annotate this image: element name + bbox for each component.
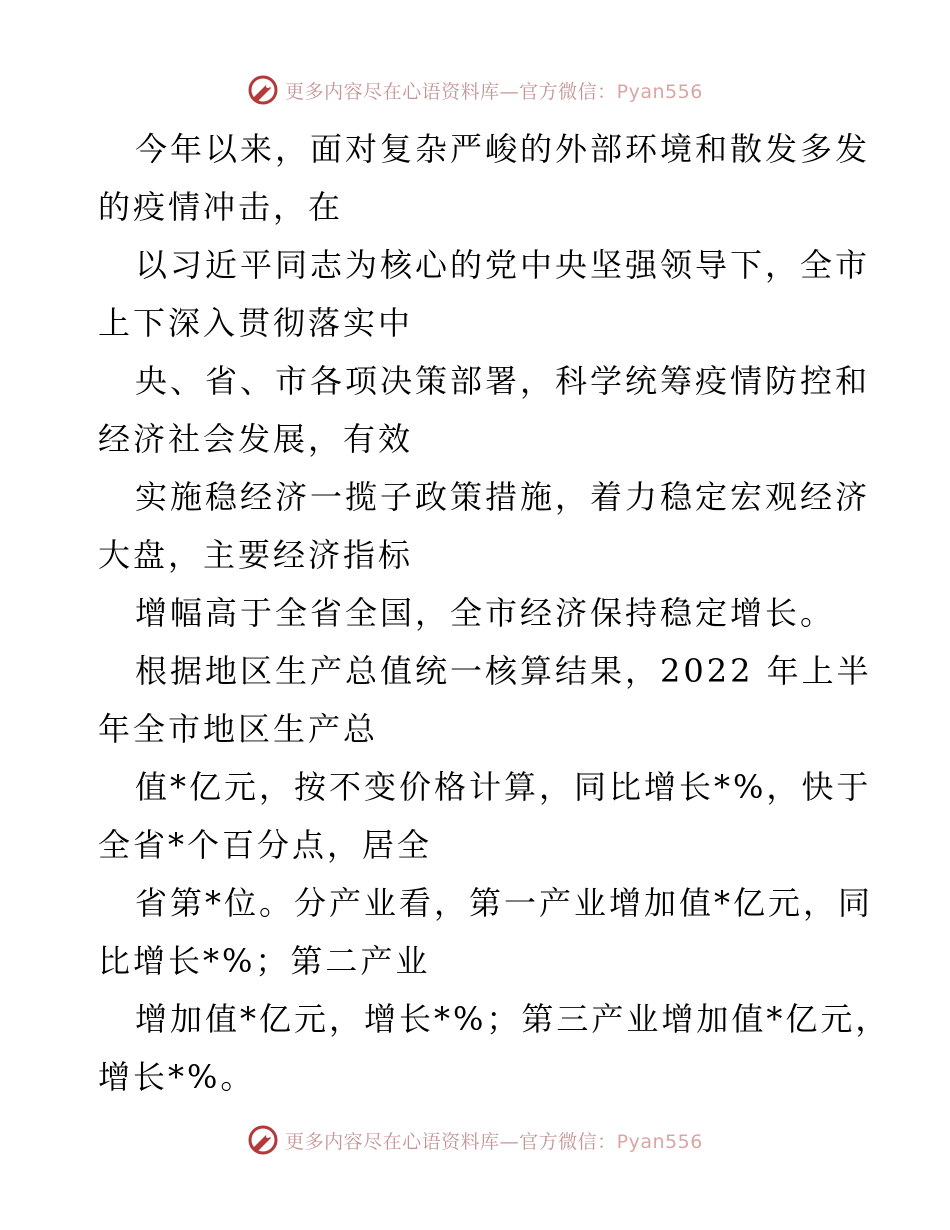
paragraph-line: 增长*%。 [98,1058,256,1096]
paragraph-line: 上下深入贯彻落实中 [98,304,414,342]
paragraph-line: 大盘，主要经济指标 [98,536,414,574]
pen-nib-logo-icon [247,74,279,106]
paragraph-line: 以习近平同志为核心的党中央坚强领导下，全市 [135,246,871,284]
paragraph-line: 今年以来，面对复杂严峻的外部环境和散发多发 [135,130,871,168]
watermark-label: 更多内容尽在心语资料库—官方微信： [285,80,617,103]
paragraph-line: 比增长*%；第二产业 [98,942,431,980]
paragraph-line: 年全市地区生产总 [98,710,379,748]
watermark-label: 更多内容尽在心语资料库—官方微信： [285,1130,617,1153]
paragraph-line: 值*亿元，按不变价格计算，同比增长*%，快于 [135,768,872,806]
watermark-text [285,1127,703,1154]
header-watermark [0,70,950,110]
paragraph-line: 根据地区生产总值统一核算结果，2022 年上半 [135,652,872,690]
watermark-handle: Pyan556 [616,80,703,103]
paragraph-line: 的疫情冲击，在 [98,188,344,226]
paragraph-line: 省第*位。分产业看，第一产业增加值*亿元，同 [135,884,874,922]
paragraph-line: 实施稳经济一揽子政策措施，着力稳定宏观经济 [135,478,871,516]
paragraph-line: 全省*个百分点，居全 [98,826,433,864]
paragraph-line: 增幅高于全省全国，全市经济保持稳定增长。 [135,594,836,632]
paragraph-line: 经济社会发展，有效 [98,420,414,458]
paragraph-line: 增加值*亿元，增长*%；第三产业增加值*亿元， [135,1000,891,1038]
pen-nib-logo-icon [247,1124,279,1156]
document-body [98,120,891,1106]
footer-watermark [0,1120,950,1160]
watermark-text [285,77,703,104]
watermark-handle: Pyan556 [616,1130,703,1153]
paragraph-line: 央、省、市各项决策部署，科学统筹疫情防控和 [135,362,871,400]
